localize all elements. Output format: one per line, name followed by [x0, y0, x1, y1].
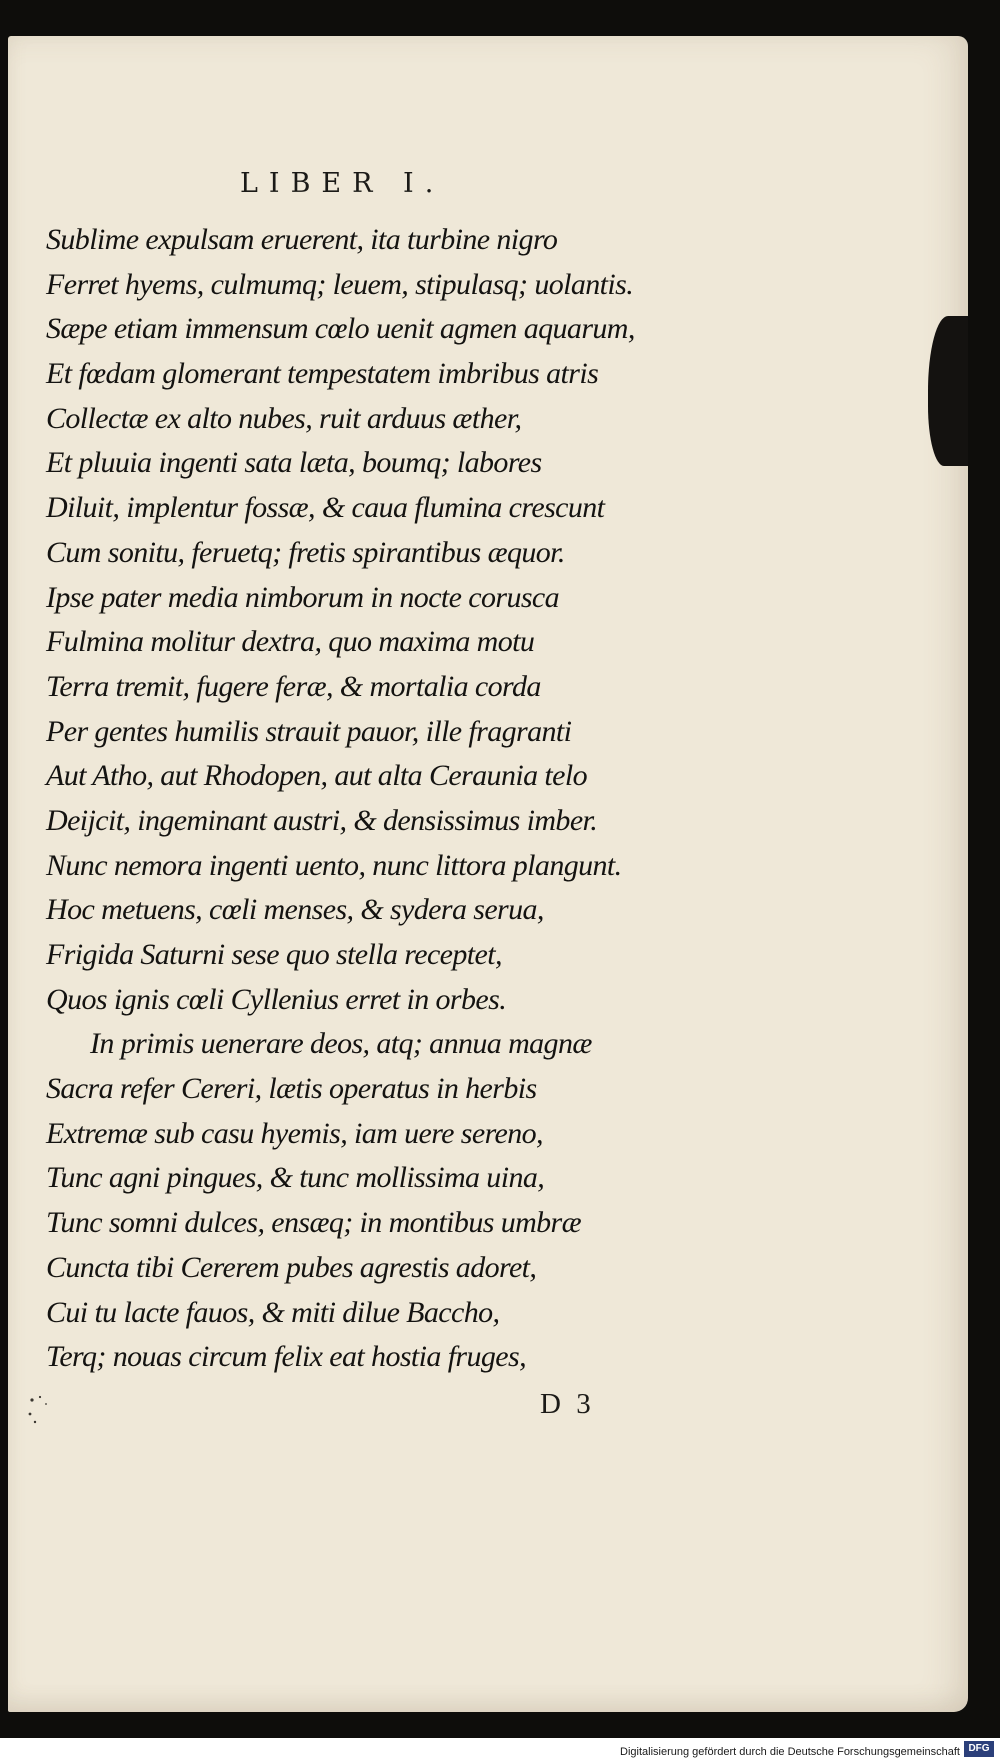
verse-line: Terra tremit, fugere feræ, & mortalia corda — [46, 669, 541, 703]
verse-line: Cum sonitu, feruetq; fretis spirantibus æquor. — [46, 535, 565, 569]
verse-text — [46, 218, 746, 1380]
running-head: LIBER I. — [240, 168, 445, 199]
verse-line: Diluit, implentur fossæ, & caua flumina crescunt — [46, 491, 605, 525]
page-edge-damage — [928, 316, 968, 466]
verse-line: Extremæ sub casu hyemis, iam uere sereno, — [46, 1116, 543, 1150]
verse-line: Sublime expulsam eruerent, ita turbine nigro — [46, 223, 558, 256]
verse-line: Terq; nouas circum felix eat hostia fruges, — [46, 1340, 526, 1374]
verse-line: Tunc somni dulces, ensæq; in montibus umbræ — [46, 1206, 582, 1240]
book-page — [8, 36, 968, 1712]
verse-line: Ipse pater media nimborum in nocte corusca — [46, 580, 560, 614]
verse-line: Frigida Saturni sese quo stella receptet, — [46, 938, 502, 971]
verse-line: Hoc metuens, cœli menses, & sydera serua, — [46, 893, 544, 927]
verse-line: Per gentes humilis strauit pauor, ille fragranti — [46, 714, 572, 748]
verse-line: Tunc agni pingues, & tunc mollissima uina, — [46, 1161, 545, 1195]
verse-line-indented: In primis uenerare deos, atq; annua magnæ — [90, 1027, 592, 1061]
verse-line: Cui tu lacte fauos, & miti dilue Baccho, — [46, 1295, 500, 1329]
verse-line: Nunc nemora ingenti uento, nunc littora plangunt. — [46, 848, 622, 882]
verse-line: Et pluuia ingenti sata læta, boumq; labores — [46, 446, 542, 480]
verse-line: Aut Atho, aut Rhodopen, aut alta Ceraunia telo — [46, 759, 587, 793]
funding-credit: Digitalisierung gefördert durch die Deutsche Forschungsgemeinschaft — [620, 1746, 960, 1758]
ink-specks — [26, 1392, 62, 1432]
footer-bar — [0, 1738, 1000, 1760]
verse-line: Sæpe etiam immensum cœlo uenit agmen aquarum, — [46, 312, 635, 346]
signature-mark: D 3 — [540, 1388, 595, 1420]
dfg-logo: DFG — [964, 1741, 994, 1757]
verse-line: Deijcit, ingeminant austri, & densissimus imber. — [46, 803, 598, 837]
verse-line: Sacra refer Cereri, lætis operatus in herbis — [46, 1072, 537, 1106]
verse-line: Fulmina molitur dextra, quo maxima motu — [46, 625, 535, 659]
verse-line: Collectæ ex alto nubes, ruit arduus æther, — [46, 401, 522, 435]
verse-line: Ferret hyems, culmumq; leuem, stipulasq; uolantis. — [46, 267, 634, 301]
verse-line: Quos ignis cœli Cyllenius erret in orbes. — [46, 982, 507, 1016]
verse-line: Cuncta tibi Cererem pubes agrestis adoret, — [46, 1250, 537, 1284]
verse-line: Et fœdam glomerant tempestatem imbribus atris — [46, 357, 599, 391]
